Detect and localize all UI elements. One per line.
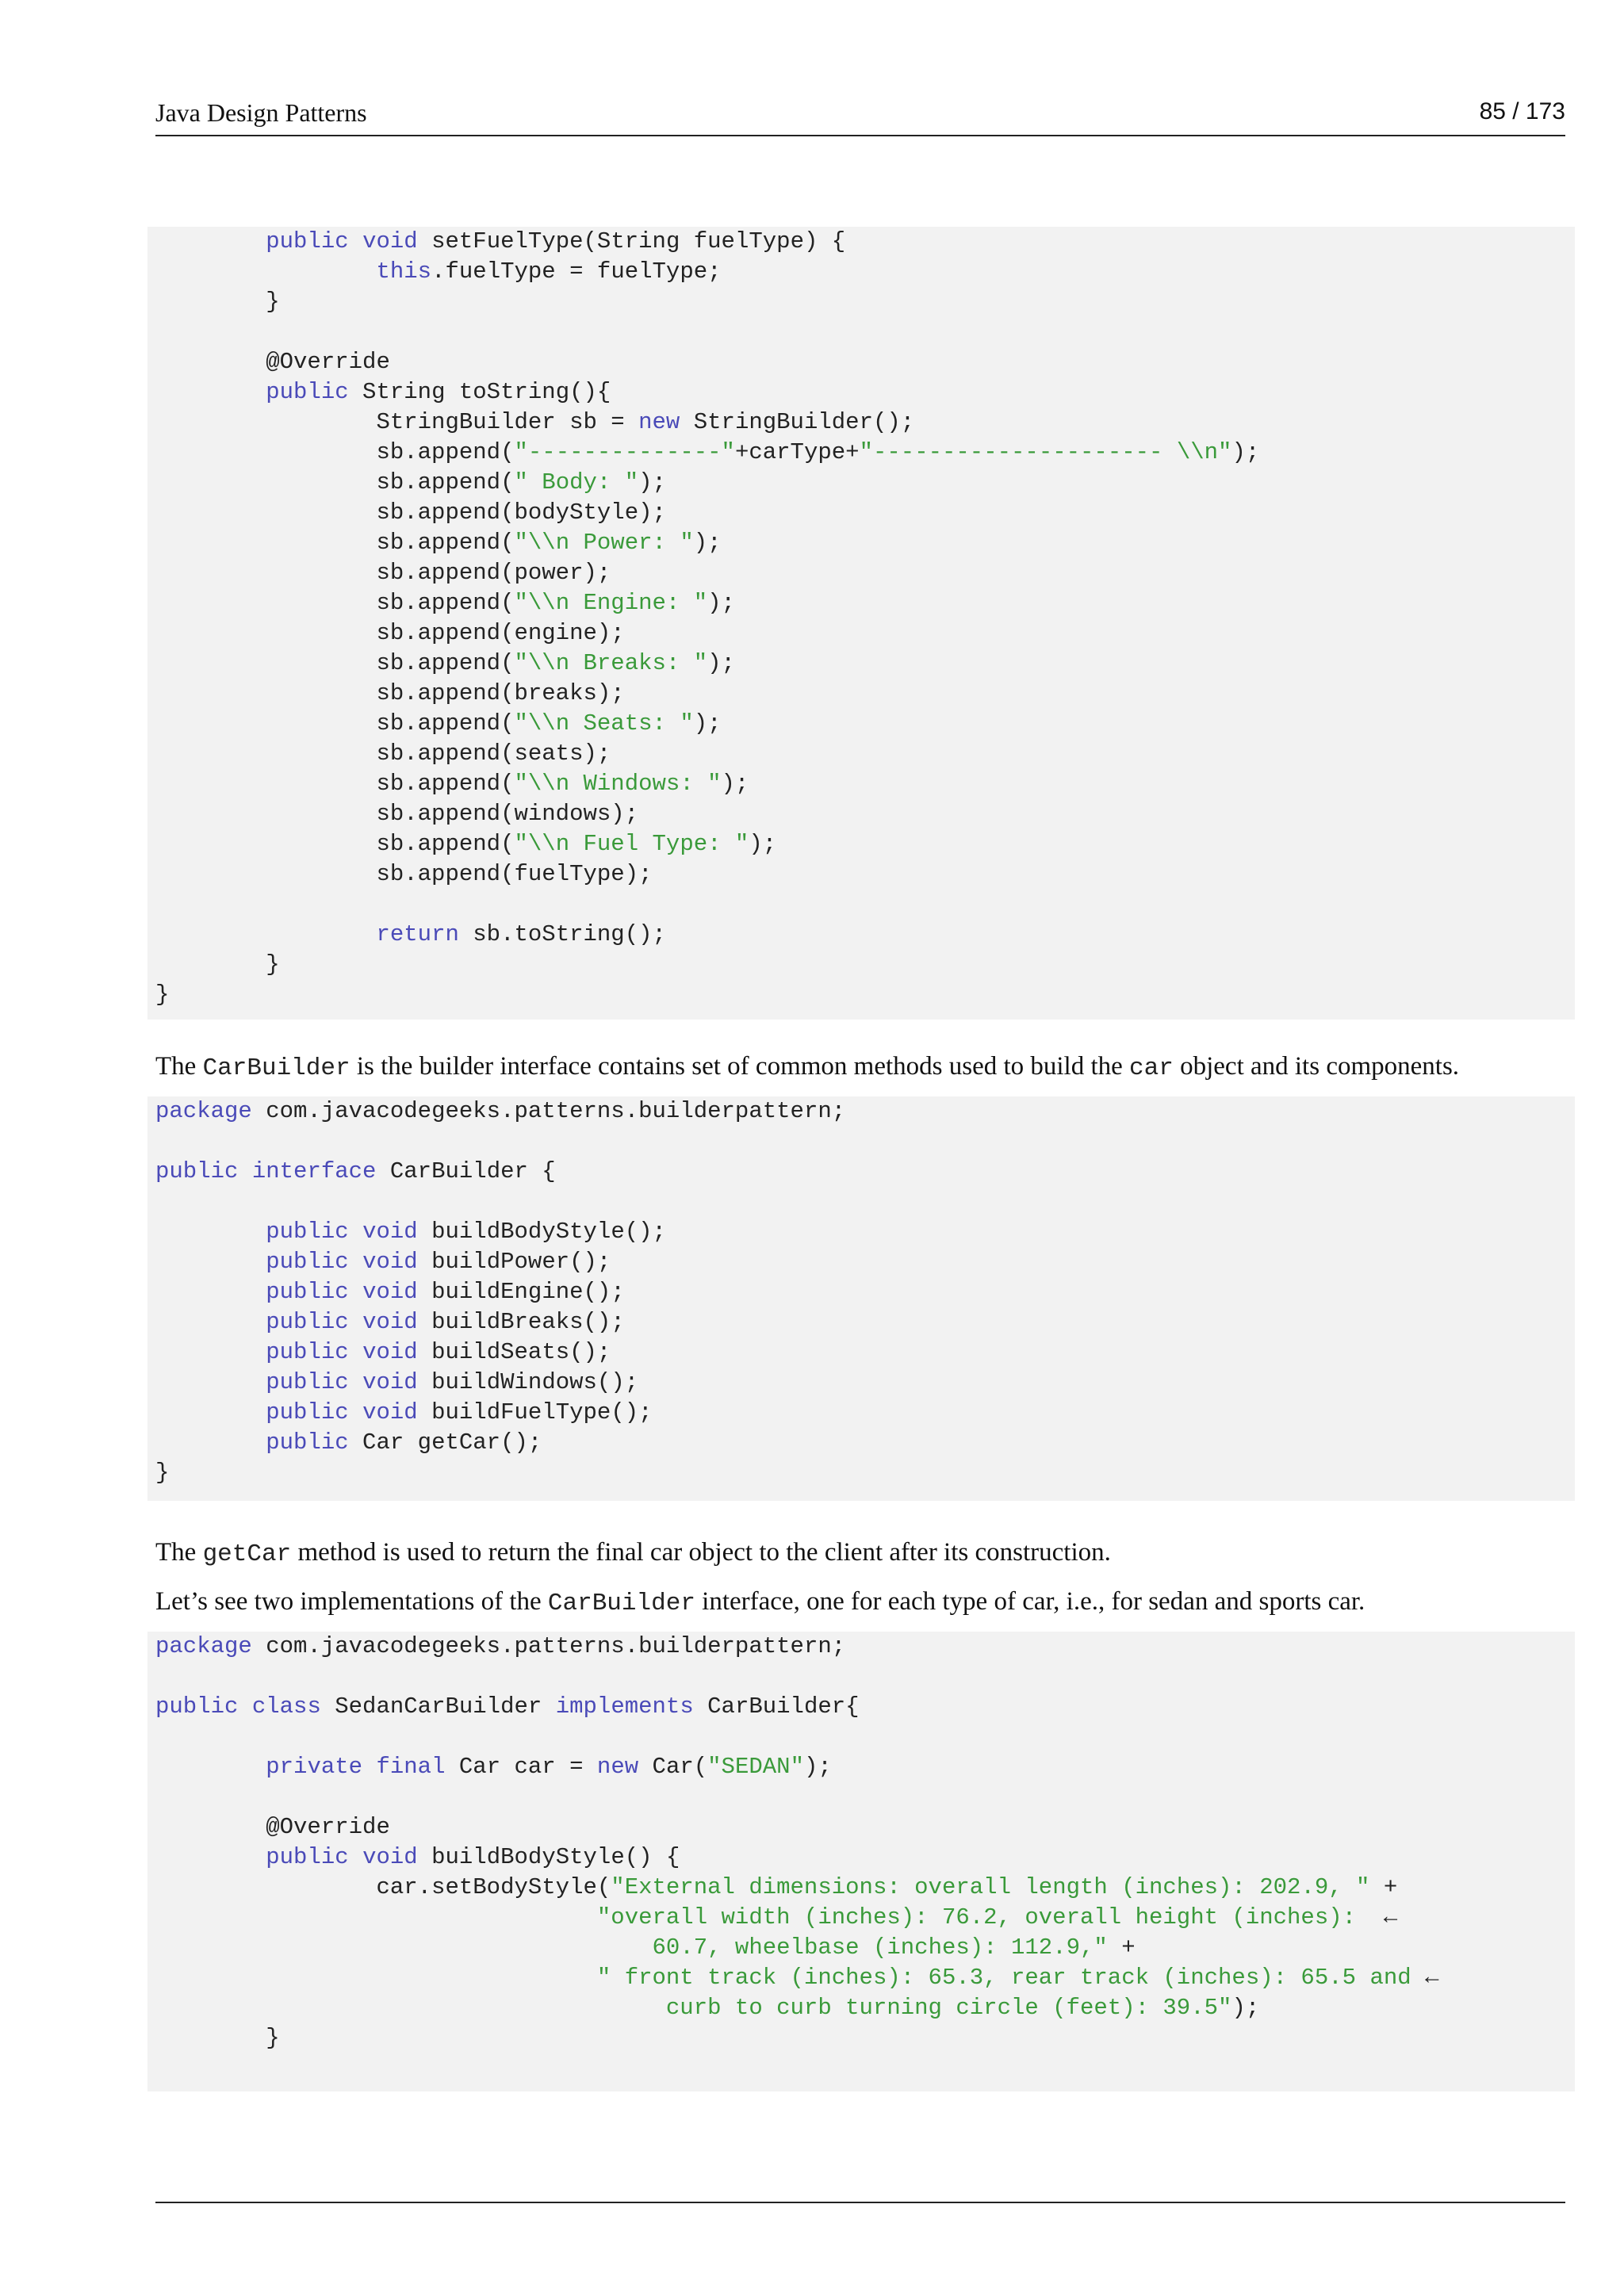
code-text: StringBuilder(); [680,409,915,435]
code-text: buildBreaks(); [417,1309,625,1335]
code-line [155,1632,1575,1662]
code-line [155,1398,1575,1428]
code-block-carbuilder-interface [147,1096,1575,1501]
code-text [155,1279,266,1305]
code-keyword: package [155,1098,252,1124]
code-line [155,1722,1575,1752]
code-line [155,950,1575,980]
code-line [155,1428,1575,1458]
code-line [155,1662,1575,1692]
code-text [349,1309,362,1335]
code-text: ); [707,590,735,616]
code-text: String toString(){ [348,379,611,405]
line-wrap-icon: ← [1425,1965,1439,1991]
code-text: sb.append( [155,590,515,616]
code-line [155,1458,1575,1488]
code-line [155,317,1575,347]
code-text: ); [1231,439,1260,465]
inline-code-carbuilder-2: CarBuilder [547,1590,695,1617]
code-string: "--------------------- \\n" [859,439,1232,465]
code-line [155,1187,1575,1217]
code-line [155,769,1575,799]
code-text: + [1369,1874,1398,1900]
code-keyword: void [362,1844,418,1870]
code-keyword: public [155,1158,239,1184]
code-text: sb.append(engine); [155,620,625,646]
code-text [155,1904,597,1931]
code-text: + [1107,1934,1136,1961]
code-line [155,2023,1575,2053]
code-line [155,1752,1575,1782]
code-text: buildSeats(); [417,1339,611,1365]
page-header [155,97,1565,136]
code-string: "\\n Power: " [514,530,694,556]
code-text: Car( [638,1754,708,1780]
code-text: ); [638,469,666,496]
code-text [349,1339,362,1365]
code-keyword: void [362,228,418,254]
code-text: StringBuilder sb = [155,409,639,435]
code-text [349,228,362,254]
code-line [155,1903,1575,1933]
code-text [349,1399,362,1425]
code-text: ); [1231,1995,1260,2021]
code-keyword: return [376,921,459,947]
code-keyword: public [266,1369,349,1395]
code-text: sb.append( [155,771,515,797]
code-line [155,438,1575,468]
code-keyword: void [362,1309,418,1335]
code-line [155,257,1575,287]
code-text: } [155,1460,170,1486]
code-keyword: void [362,1339,418,1365]
code-keyword: final [376,1754,446,1780]
inline-code-getcar: getCar [202,1540,292,1568]
code-keyword: this [376,258,432,285]
code-keyword: void [362,1249,418,1275]
code-string: "\\n Breaks: " [514,650,708,676]
code-line [155,2053,1575,2084]
code-line [155,920,1575,950]
code-line [155,739,1575,769]
code-text: sb.append(seats); [155,740,611,767]
code-line [155,287,1575,317]
code-text [238,1158,251,1184]
code-text [155,1844,266,1870]
code-text: ); [721,771,749,797]
code-keyword: public [266,1399,349,1425]
code-line [155,588,1575,618]
code-text: setFuelType(String fuelType) { [417,228,846,254]
code-line [155,1873,1575,1903]
code-line [155,1157,1575,1187]
code-text [349,1279,362,1305]
code-text: } [155,2025,280,2051]
code-line [155,1307,1575,1337]
code-text: sb.append( [155,469,515,496]
code-string: "\\n Fuel Type: " [514,831,749,857]
code-keyword: public [266,1309,349,1335]
code-line [155,709,1575,739]
code-text: sb.append( [155,650,515,676]
code-keyword: void [362,1219,418,1245]
code-line [155,859,1575,890]
code-line [155,799,1575,829]
code-line [155,408,1575,438]
code-text: buildWindows(); [417,1369,639,1395]
code-keyword: private [266,1754,363,1780]
code-string: " Body: " [514,469,639,496]
code-keyword: package [155,1633,252,1659]
paragraph-getcar: The getCar method is used to return the final car object to the client after its construction. [155,1538,1111,1568]
code-string: "overall width (inches): 76.2, overall height (inches): [596,1904,1384,1931]
code-text [155,1339,266,1365]
code-text [155,1219,266,1245]
code-text: com.javacodegeeks.patterns.builderpattern; [251,1098,846,1124]
code-text: CarBuilder{ [693,1693,860,1720]
code-text: buildBodyStyle() { [417,1844,680,1870]
code-keyword: implements [555,1693,694,1720]
code-text: } [155,982,170,1008]
code-keyword: public [266,1429,349,1456]
code-line [155,1217,1575,1247]
code-line [155,1843,1575,1873]
code-text: sb.toString(); [458,921,666,947]
code-text [155,379,266,405]
code-text [362,1754,376,1780]
code-line [155,1127,1575,1157]
code-line [155,980,1575,1010]
code-string: "SEDAN" [707,1754,804,1780]
code-text: com.javacodegeeks.patterns.builderpattern; [251,1633,846,1659]
code-text: @Override [155,1814,390,1840]
paragraph-carbuilder-intro: The CarBuilder is the builder interface contains set of common methods used to build the car object and its components. [155,1052,1460,1082]
code-string: curb to curb turning circle (feet): 39.5" [665,1995,1232,2021]
paragraph-implementations: Let’s see two implementations of the CarBuilder interface, one for each type of car, i.e., for sedan and sports car. [155,1587,1365,1617]
code-text: sb.append(power); [155,560,611,586]
code-line [155,347,1575,377]
code-keyword: public [266,1279,349,1305]
code-text: ); [749,831,777,857]
code-text: buildPower(); [417,1249,611,1275]
code-block-car-tostring [147,227,1575,1020]
code-text: ); [693,710,722,737]
code-string: " front track (inches): 65.3, rear track (inches): 65.5 and [596,1965,1426,1991]
code-text: sb.append(windows); [155,801,639,827]
code-text: } [155,951,280,978]
code-line [155,1993,1575,2023]
code-line [155,1782,1575,1812]
code-text: Car getCar(); [348,1429,542,1456]
code-text [155,1429,266,1456]
code-keyword: public [266,1339,349,1365]
code-line [155,1247,1575,1277]
code-keyword: new [596,1754,639,1780]
code-keyword: void [362,1369,418,1395]
code-text: buildBodyStyle(); [417,1219,666,1245]
code-text: sb.append( [155,710,515,737]
code-text [349,1844,362,1870]
code-text [155,1369,266,1395]
code-keyword: public [266,228,349,254]
code-text [155,258,376,285]
code-line [155,1812,1575,1843]
book-title: Java Design Patterns [155,98,367,127]
code-string: "\\n Windows: " [514,771,722,797]
code-text [155,1249,266,1275]
code-string: "\\n Engine: " [514,590,708,616]
code-text: Car car = [445,1754,597,1780]
code-text: CarBuilder { [376,1158,556,1184]
code-line [155,679,1575,709]
code-line [155,1692,1575,1722]
code-text: @Override [155,349,390,375]
code-text: sb.append(bodyStyle); [155,499,666,526]
code-keyword: class [251,1693,321,1720]
code-line [155,1963,1575,1993]
inline-code-car: car [1129,1054,1174,1082]
code-text: .fuelType = fuelType; [431,258,722,285]
code-text [155,1754,266,1780]
code-text [155,228,266,254]
code-text: sb.append( [155,439,515,465]
code-text [155,1934,653,1961]
code-keyword: public [266,1219,349,1245]
code-text: ); [707,650,735,676]
code-text: ); [803,1754,832,1780]
code-line [155,1277,1575,1307]
code-text: } [155,289,280,315]
code-text: car.setBodyStyle( [155,1874,611,1900]
code-keyword: interface [251,1158,377,1184]
code-text: buildFuelType(); [417,1399,653,1425]
inline-code-carbuilder: CarBuilder [202,1054,350,1082]
code-text [155,1309,266,1335]
code-line [155,558,1575,588]
code-text [349,1369,362,1395]
code-keyword: void [362,1279,418,1305]
code-keyword: public [155,1693,239,1720]
code-text [155,1965,597,1991]
code-keyword: new [638,409,680,435]
code-line [155,1337,1575,1368]
code-string: "\\n Seats: " [514,710,694,737]
footer-rule [155,2202,1565,2203]
code-line [155,890,1575,920]
code-text: buildEngine(); [417,1279,625,1305]
code-string: "External dimensions: overall length (inches): 202.9, " [611,1874,1370,1900]
page-number: 85 / 173 [1479,98,1565,124]
code-line [155,829,1575,859]
line-wrap-icon: ← [1383,1904,1398,1931]
code-text: sb.append(breaks); [155,680,625,706]
code-keyword: public [266,1249,349,1275]
code-text: ); [693,530,722,556]
code-text [238,1693,251,1720]
code-text [155,1995,666,2021]
code-keyword: public [266,1844,349,1870]
code-text [349,1249,362,1275]
code-text [155,1399,266,1425]
code-string: 60.7, wheelbase (inches): 112.9," [652,1934,1108,1961]
code-text: sb.append(fuelType); [155,861,653,887]
code-line [155,1933,1575,1963]
code-line [155,468,1575,498]
code-text: SedanCarBuilder [320,1693,556,1720]
code-text: sb.append( [155,831,515,857]
code-line [155,377,1575,408]
code-text: sb.append( [155,530,515,556]
code-block-sedancarbuilder [147,1632,1575,2091]
code-line [155,649,1575,679]
code-line [155,528,1575,558]
code-line [155,227,1575,257]
code-text: +carType+ [734,439,860,465]
code-line [155,1368,1575,1398]
code-line [155,1096,1575,1127]
code-keyword: void [362,1399,418,1425]
code-keyword: public [266,379,349,405]
code-text [349,1219,362,1245]
code-text [155,921,376,947]
code-string: "--------------" [514,439,735,465]
code-line [155,618,1575,649]
code-line [155,498,1575,528]
